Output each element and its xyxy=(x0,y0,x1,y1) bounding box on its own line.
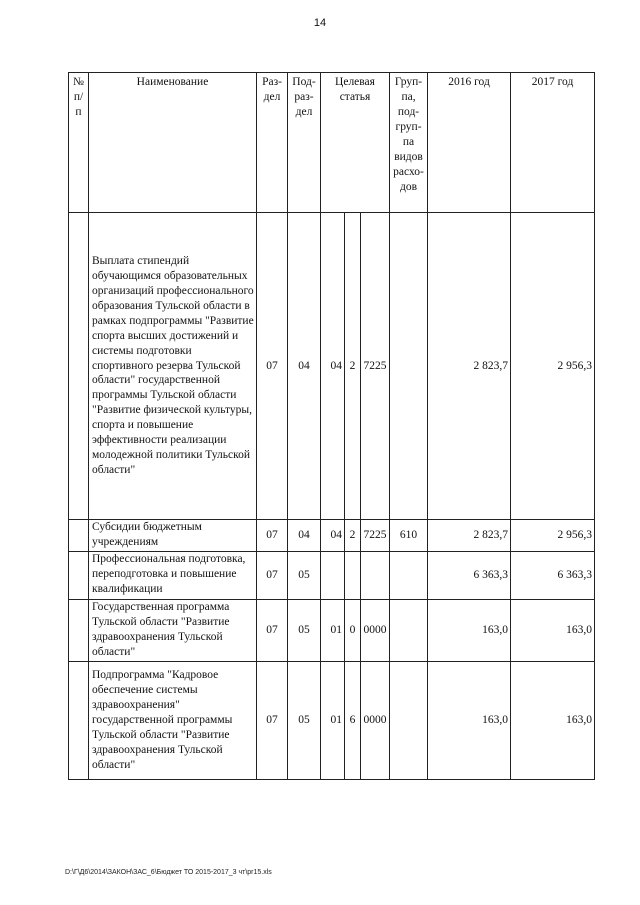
table-row xyxy=(69,552,595,600)
row-target-program: 01 xyxy=(321,662,345,780)
row-expense-group: 610 xyxy=(390,520,428,552)
row-target-direction: 7225 xyxy=(361,520,390,552)
table-row xyxy=(69,600,595,662)
row-num xyxy=(69,662,89,780)
row-target-program: 04 xyxy=(321,520,345,552)
row-2016: 6 363,3 xyxy=(428,552,511,600)
header-podrazdel: Под-раз-дел xyxy=(288,73,321,213)
table-row xyxy=(69,662,595,780)
row-target-subprogram xyxy=(345,552,361,600)
header-num: № п/п xyxy=(69,73,89,213)
row-podrazdel: 04 xyxy=(288,213,321,520)
header-razdel: Раз-дел xyxy=(257,73,288,213)
row-podrazdel: 05 xyxy=(288,662,321,780)
row-target-program: 01 xyxy=(321,600,345,662)
row-2016: 163,0 xyxy=(428,662,511,780)
header-name: Наименование xyxy=(89,73,257,213)
row-expense-group xyxy=(390,213,428,520)
row-razdel: 07 xyxy=(257,600,288,662)
row-podrazdel: 05 xyxy=(288,552,321,600)
header-row xyxy=(69,73,595,213)
header-2017: 2017 год xyxy=(511,73,595,213)
row-razdel: 07 xyxy=(257,520,288,552)
row-2017: 163,0 xyxy=(511,662,595,780)
header-expense-group: Груп-па, под-груп-па видов расхо-дов xyxy=(390,73,428,213)
file-path-footer: D:\Г\Д6\2014\ЗАКОН\ЗАС_6\Бюджет ТО 2015-2017_3 чт\pr15.xls xyxy=(65,869,272,876)
row-num xyxy=(69,213,89,520)
row-2016: 163,0 xyxy=(428,600,511,662)
row-razdel: 07 xyxy=(257,213,288,520)
header-target-article: Целевая статья xyxy=(321,73,390,213)
row-target-direction: 0000 xyxy=(361,662,390,780)
row-num xyxy=(69,552,89,600)
page-number: 14 xyxy=(313,17,327,29)
row-target-direction xyxy=(361,552,390,600)
row-razdel: 07 xyxy=(257,662,288,780)
table-row xyxy=(69,213,595,520)
budget-table xyxy=(68,72,595,780)
row-num xyxy=(69,520,89,552)
row-name: Государственная программа Тульской области "Развитие здравоохранения Тульской области" xyxy=(89,600,257,662)
row-2016: 2 823,7 xyxy=(428,520,511,552)
row-target-program: 04 xyxy=(321,213,345,520)
row-target-subprogram: 6 xyxy=(345,662,361,780)
header-2016: 2016 год xyxy=(428,73,511,213)
row-2017: 6 363,3 xyxy=(511,552,595,600)
row-expense-group xyxy=(390,600,428,662)
row-target-subprogram: 2 xyxy=(345,520,361,552)
row-target-subprogram: 0 xyxy=(345,600,361,662)
row-target-direction: 7225 xyxy=(361,213,390,520)
row-2017: 2 956,3 xyxy=(511,213,595,520)
row-name: Выплата стипендий обучающимся образовательных организаций профессионального образования Тульской области в рамках подпрограммы "Развитие спорта высших достижений и системы подготовки спортивного резерва Тульской области" государственной программы Тульской области "Развитие физической культуры, спорта и повышение эффективности реализации молодежной политики Тульской области" xyxy=(89,213,257,520)
row-razdel: 07 xyxy=(257,552,288,600)
row-name: Подпрограмма "Кадровое обеспечение системы здравоохранения" государственной программы Тульской области "Развитие здравоохранения Тульской области" xyxy=(89,662,257,780)
row-2017: 163,0 xyxy=(511,600,595,662)
row-podrazdel: 05 xyxy=(288,600,321,662)
row-target-subprogram: 2 xyxy=(345,213,361,520)
row-name: Профессиональная подготовка, переподготовка и повышение квалификации xyxy=(89,552,257,600)
row-2017: 2 956,3 xyxy=(511,520,595,552)
table-row xyxy=(69,520,595,552)
row-name: Субсидии бюджетным учреждениям xyxy=(89,520,257,552)
row-target-direction: 0000 xyxy=(361,600,390,662)
row-expense-group xyxy=(390,662,428,780)
row-podrazdel: 04 xyxy=(288,520,321,552)
row-target-program xyxy=(321,552,345,600)
row-expense-group xyxy=(390,552,428,600)
row-2016: 2 823,7 xyxy=(428,213,511,520)
row-num xyxy=(69,600,89,662)
